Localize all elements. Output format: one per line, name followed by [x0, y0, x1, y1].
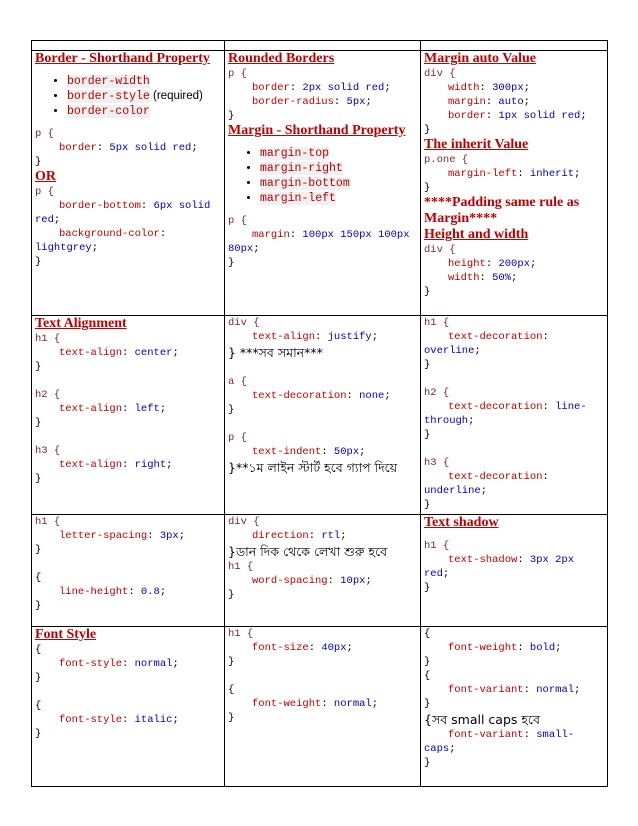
justify-note: } ***সব সমান***	[228, 345, 323, 360]
heading-margin-shorthand: Margin - Shorthand Property	[228, 123, 406, 138]
code-block: font-variant: small-caps; }	[424, 729, 575, 769]
list-item: • margin-bottom	[260, 176, 418, 191]
row-fonts	[32, 627, 608, 787]
heading-text-shadow: Text shadow	[424, 515, 499, 530]
list-item: • margin-right	[260, 161, 418, 176]
code-block: h1 { text-align: center; } h2 { text-align: left; } h3 { text-align: right; }	[35, 333, 179, 485]
empty-top-row	[32, 41, 608, 51]
cell-letter-spacing	[32, 515, 225, 627]
code-block: p.one { margin-left: inherit; }	[424, 154, 581, 194]
code-block: a { text-decoration: none; } p { text-indent: 50px;	[228, 376, 391, 458]
small-caps-note: {সব small caps হবে	[424, 712, 540, 727]
cell-font-style	[32, 627, 225, 787]
list-item: • border-width	[67, 74, 222, 89]
code-block: h1 { word-spacing: 10px; }	[228, 561, 372, 601]
code-block: { font-style: normal; } { font-style: italic; }	[35, 644, 179, 740]
empty-cell	[421, 41, 608, 51]
heading-height-width: Height and width	[424, 227, 529, 242]
cell-direction	[225, 515, 421, 627]
margin-property-list	[228, 146, 418, 206]
cell-text-alignment	[32, 316, 225, 515]
indent-note: }**১ম লাইন স্টার্ট হবে গ্যাপ দিয়ে	[228, 460, 398, 475]
code-block: div { width: 300px; margin: auto; border: 1px solid red; }	[424, 68, 587, 136]
empty-cell	[32, 41, 225, 51]
cell-text-shadow	[421, 515, 608, 627]
row-spacing	[32, 515, 608, 627]
list-item: • margin-top	[260, 146, 418, 161]
heading-border-shorthand: Border - Shorthand Property	[35, 51, 210, 66]
required-note: (required)	[149, 90, 203, 102]
list-item: • border-color	[67, 104, 222, 119]
code-block: p { margin: 100px 150px 100px 80px; }	[228, 215, 416, 269]
border-property-list	[35, 74, 222, 119]
code-block: { font-weight: bold; } { font-variant: normal; }	[424, 628, 581, 710]
cell-justify-decoration	[225, 316, 421, 515]
code-block: h1 { text-decoration: overline; } h2 { text-decoration: line-through; } h3 { text-decoration: underline; }	[424, 317, 587, 511]
code-block: p { border-bottom: 6px solid red; background-color: lightgrey; }	[35, 186, 217, 268]
cell-text-decoration	[421, 316, 608, 515]
cell-font-weight-variant	[421, 627, 608, 787]
code-block: h1 { font-size: 40px; } { font-weight: normal; }	[228, 628, 379, 724]
list-item: • margin-left	[260, 191, 418, 206]
code-block: p { border: 2px solid red; border-radius: 5px; }	[228, 68, 391, 122]
code-block: h1 { letter-spacing: 3px; } { line-height: 0.8; }	[35, 516, 186, 612]
heading-rounded-borders: Rounded Borders	[228, 51, 335, 66]
css-notes-table	[31, 40, 608, 787]
cell-rounded-borders	[225, 51, 421, 316]
code-block: div { text-align: justify;	[228, 317, 379, 343]
cell-font-size	[225, 627, 421, 787]
heading-font-style: Font Style	[35, 627, 97, 642]
code-block: div { height: 200px; width: 50%; }	[424, 244, 537, 298]
heading-text-alignment: Text Alignment	[35, 316, 127, 331]
padding-note: ****Padding same rule as Margin****	[424, 195, 580, 226]
code-block: div { direction: rtl;	[228, 516, 347, 542]
row-text-alignment	[32, 316, 608, 515]
cell-border-shorthand	[32, 51, 225, 316]
list-item: • border-style (required)	[67, 89, 222, 104]
code-block: h1 { text-shadow: 3px 2px red; }	[424, 540, 581, 594]
direction-note: }ডান দিক থেকে লেখা শুরু হবে	[228, 544, 388, 559]
or-label: OR	[35, 169, 56, 184]
heading-inherit-value: The inherit Value	[424, 137, 529, 152]
row-borders-margins	[32, 51, 608, 316]
empty-cell	[225, 41, 421, 51]
heading-margin-auto: Margin auto Value	[424, 51, 537, 66]
code-block: p { border: 5px solid red; }	[35, 128, 198, 168]
cell-margin-auto	[421, 51, 608, 316]
